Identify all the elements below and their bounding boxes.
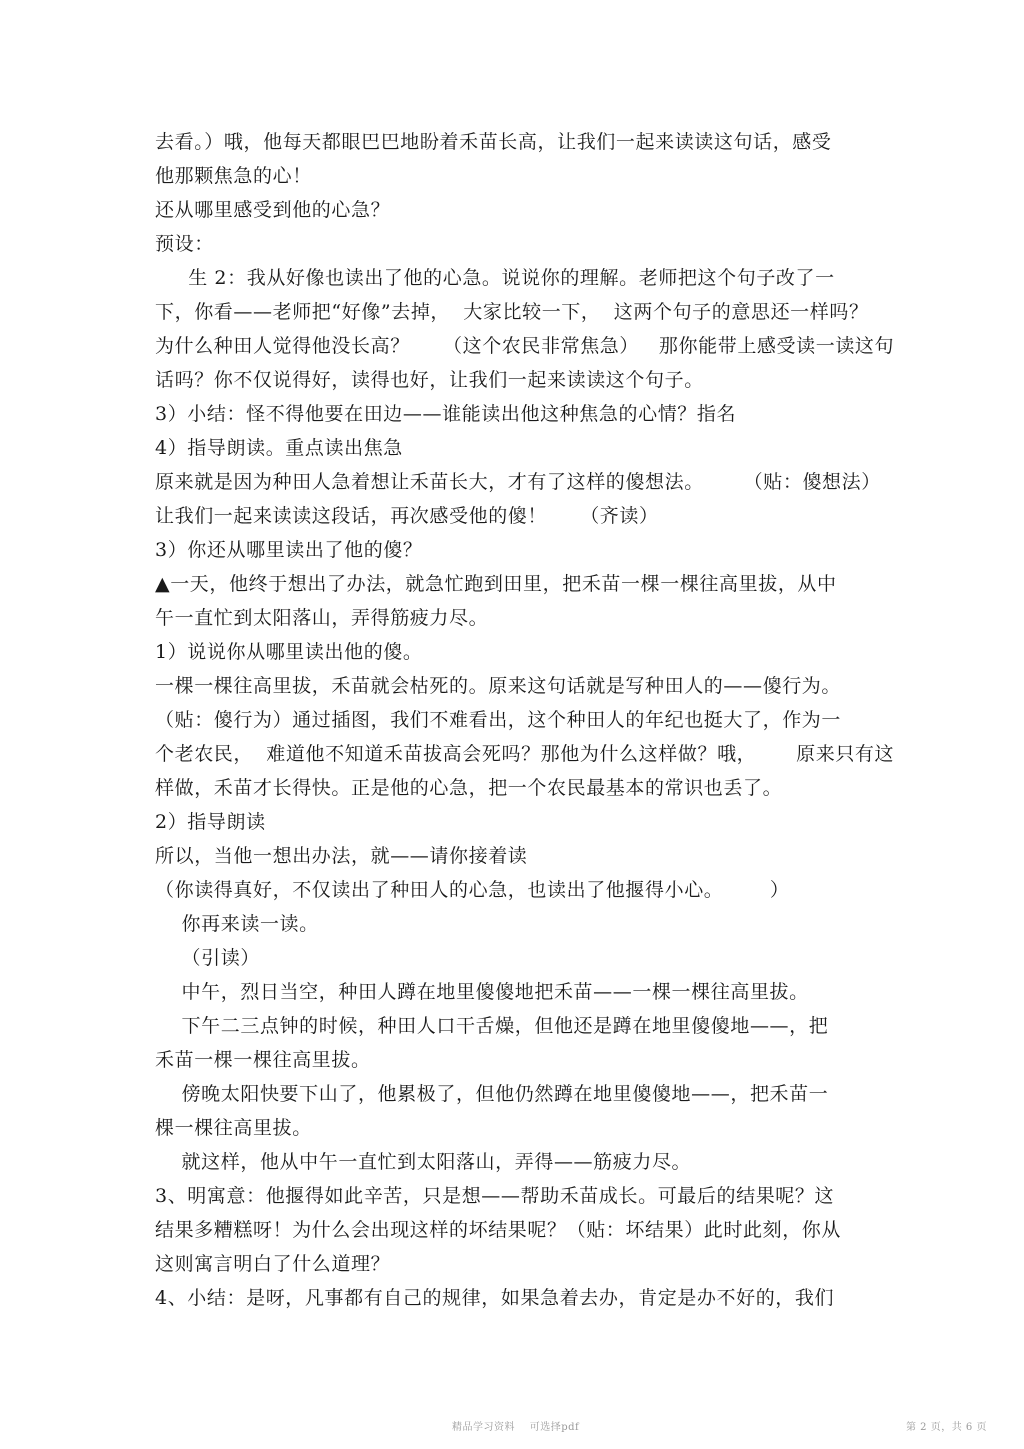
text-line: （你读得真好，不仅读出了种田人的心急，也读出了他揠得小心。 ）	[155, 879, 790, 901]
text-line: 下，你看——老师把“好像”去掉， 大家比较一下， 这两个句子的意思还一样吗？	[155, 301, 869, 323]
text-line: 就这样，他从中午一直忙到太阳落山，弄得——筋疲力尽。	[155, 1151, 692, 1173]
text-line: 中午，烈日当空，种田人蹲在地里傻傻地把禾苗——一棵一棵往高里拔。	[155, 981, 809, 1003]
text-line: 话吗？你不仅说得好，读得也好，让我们一起来读读这个句子。	[155, 369, 704, 391]
page-number: 第 2 页，共 6 页	[906, 1422, 987, 1433]
text-line: 生 2：我从好像也读出了他的心急。说说你的理解。老师把这个句子改了一	[155, 267, 835, 289]
text-line: 3）小结：怪不得他要在田边——谁能读出他这种焦急的心情？指名	[155, 403, 737, 425]
text-line: 为什么种田人觉得他没长高？ （这个农民非常焦急） 那你能带上感受读一读这句	[155, 335, 895, 357]
text-line: 原来就是因为种田人急着想让禾苗长大，才有了这样的傻想法。 （贴：傻想法）	[155, 471, 881, 493]
text-line: 午一直忙到太阳落山，弄得筋疲力尽。	[155, 607, 489, 629]
text-line: （引读）	[155, 947, 260, 969]
text-line: 结果多糟糕呀！为什么会出现这样的坏结果呢？（贴：坏结果）此时此刻，你从	[155, 1219, 842, 1241]
text-line: 1）说说你从哪里读出他的傻。	[155, 641, 423, 663]
text-line: 4）指导朗读。重点读出焦急	[155, 437, 403, 459]
text-line: 3）你还从哪里读出了他的傻？	[155, 539, 423, 561]
text-line: 让我们一起来读读这段话，再次感受他的傻！ （齐读）	[155, 505, 659, 527]
text-line: 个老农民， 难道他不知道禾苗拔高会死吗？那他为什么这样做？哦， 原来只有这	[155, 743, 895, 765]
text-line: 傍晚太阳快要下山了，他累极了，但他仍然蹲在地里傻傻地——，把禾苗一	[155, 1083, 829, 1105]
text-line: 下午二三点钟的时候，种田人口干舌燥，但他还是蹲在地里傻傻地——，把	[155, 1015, 829, 1037]
text-line: 4、小结：是呀，凡事都有自己的规律，如果急着去办，肯定是办不好的，我们	[155, 1287, 835, 1309]
text-line: 你再来读一读。	[155, 913, 319, 935]
text-line: 2）指导朗读	[155, 811, 266, 833]
text-line: 棵一棵往高里拔。	[155, 1117, 312, 1139]
text-line: 去看。）哦，他每天都眼巴巴地盼着禾苗长高，让我们一起来读读这句话，感受	[155, 131, 832, 153]
text-line: 样做，禾苗才长得快。正是他的心急，把一个农民最基本的常识也丢了。	[155, 777, 783, 799]
footer-watermark: 精品学习资料 可选择pdf	[452, 1422, 580, 1433]
text-line: 预设：	[155, 233, 214, 255]
text-line: 一棵一棵往高里拔，禾苗就会枯死的。原来这句话就是写种田人的——傻行为。	[155, 675, 842, 697]
text-line: 禾苗一棵一棵往高里拔。	[155, 1049, 371, 1071]
text-line: （贴：傻行为）通过插图，我们不难看出，这个种田人的年纪也挺大了，作为一	[155, 709, 842, 731]
text-line: 还从哪里感受到他的心急？	[155, 199, 391, 221]
text-line: 他那颗焦急的心！	[155, 165, 312, 187]
text-line: 这则寓言明白了什么道理？	[155, 1253, 391, 1275]
text-line: 3、明寓意：他揠得如此辛苦，只是想——帮助禾苗成长。可最后的结果呢？这	[155, 1185, 835, 1207]
text-line: 所以，当他一想出办法，就——请你接着读	[155, 845, 528, 867]
text-line: ▲一天，他终于想出了办法，就急忙跑到田里，把禾苗一棵一棵往高里拔，从中	[155, 573, 837, 595]
